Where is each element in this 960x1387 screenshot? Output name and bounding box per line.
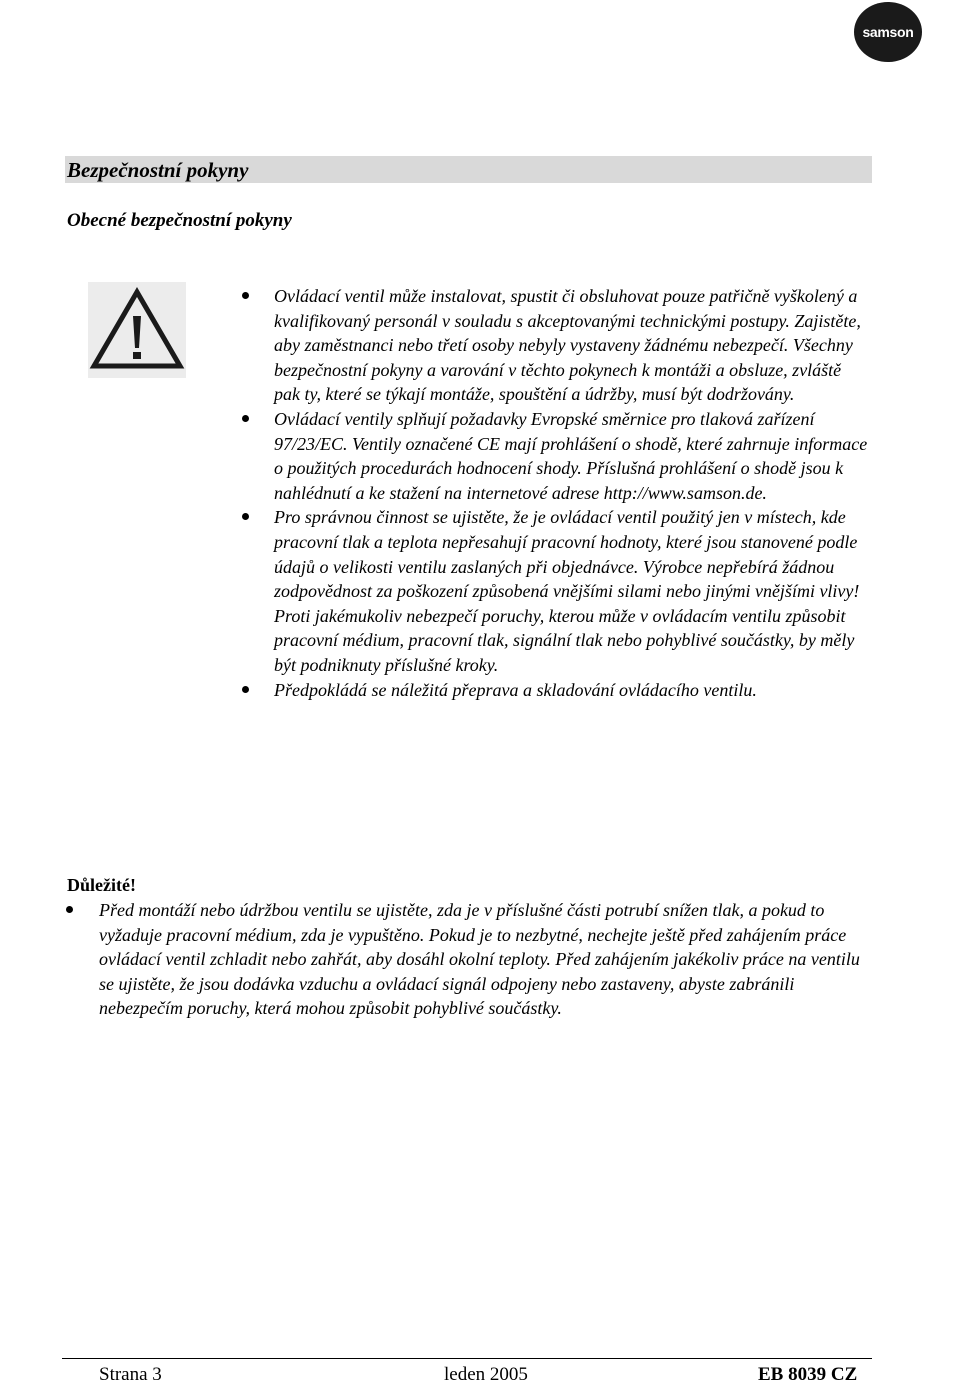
bullet-icon [242,292,249,299]
list-item [64,898,872,1021]
subsection-title: Obecné bezpečnostní pokyny [67,210,292,231]
footer-document-id: EB 8039 CZ [758,1364,858,1385]
important-list [64,898,872,1021]
important-heading: Důležité! [67,875,136,895]
samson-logo [854,2,922,62]
list-item [240,678,870,703]
list-item-text: Ovládací ventil může instalovat, spustit či obsluhovat pouze patřičně vyškolený a kvalifikovaný personál v souladu s akceptovanými technickými postupy. Zajistěte, aby zaměstnanci nebo třetí osoby nebyly vystaveny žádnému nebezpečí. Všechny bezpečnostní pokyny a varování v těchto pokynech k montáži a obsluze, zvláště pak ty, které se týkají montáže, spouštění a údržby, musí být dodržovány. [274,286,861,405]
list-item-text: Pro správnou činnost se ujistěte, že je ovládací ventil použitý jen v místech, kde pracovní tlak a teplota nepřesahují pracovní hodnoty, které jsou stanovené podle údajů o velikosti ventilu zaslaných při objednávce. Výrobce nepřebírá žádnou zodpovědnost za poškození způsobená vnějšími silami nebo jinými vnějšími vlivy! Proti jakémukoliv nebezpečí poruchy, kterou může v ovládacím ventilu způsobit pracovní médium, pracovní tlak, signální tlak nebo pohyblivé součástky, by měly být podniknuty příslušné kroky. [274,507,860,675]
general-safety-list [240,284,870,702]
bullet-icon [242,415,249,422]
logo-text: samson [862,24,914,40]
list-item-text: Před montáží nebo údržbou ventilu se ujistěte, zda je v příslušné části potrubí snížen tlak, a pokud to vyžaduje pracovní médium, zda je vypuštěno. Pokud je to nezbytné, nechejte ještě před zahájením práce ovládací ventil zchladit nebo zahřát, aby dosáhl okolní teploty. Před zahájením jakékoliv práce na ventilu se ujistěte, že jsou dodávka vzduchu a ovládací signál odpojeny nebo zastaveny, abyste zabránili nebezpečím poruchy, která mohou způsobit pohyblivé součástky. [99,900,860,1019]
list-item [240,505,870,677]
warning-triangle-icon [88,282,186,378]
list-item [240,407,870,505]
list-item-text: Ovládací ventily splňují požadavky Evropské směrnice pro tlaková zařízení 97/23/EC. Ventily označené CE mají prohlášení o shodě, které zahrnuje informace o použitých procedurách hodnocení shody. Příslušná prohlášení o shodě jsou k nahlédnutí a ke stažení na internetové adrese http://www.samson.de. [274,408,868,503]
footer-page-number: Strana 3 [99,1364,162,1385]
list-item [240,284,870,407]
bullet-icon [242,686,249,693]
footer-date: leden 2005 [444,1364,528,1385]
section-title: Bezpečnostní pokyny [67,158,249,182]
bullet-icon [242,513,249,520]
list-item-text: Předpokládá se náležitá přeprava a skladování ovládacího ventilu. [274,679,757,700]
bullet-icon [66,906,73,913]
footer-divider [62,1358,872,1359]
